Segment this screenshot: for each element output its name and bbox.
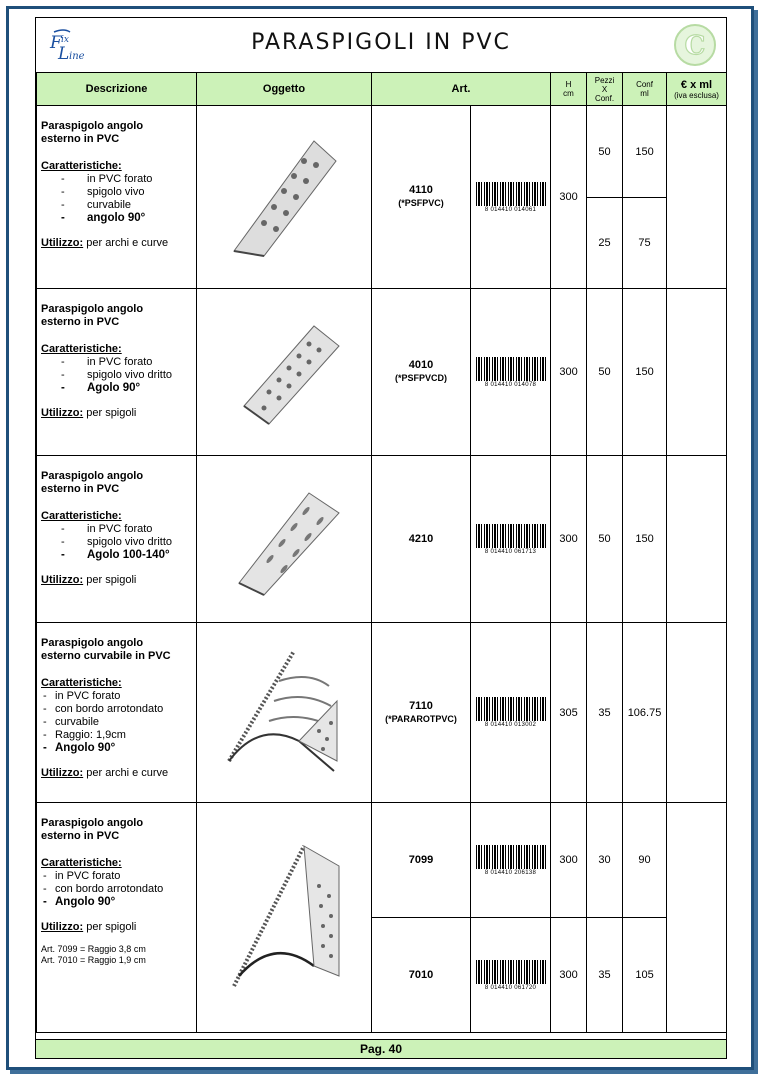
col-art: Art. (372, 73, 551, 106)
page-header (36, 18, 726, 73)
barcode-cell: 8 014410 061720 (471, 918, 551, 1033)
product-table (36, 72, 727, 1033)
price-cell (667, 623, 727, 803)
barcode-cell: 8 014410 014061 (471, 106, 551, 289)
product-image (197, 106, 372, 289)
table-header-row (37, 73, 727, 106)
page-title: PARASPIGOLI IN PVC (251, 30, 511, 55)
corner-bead-image (224, 306, 344, 436)
product-image (197, 803, 372, 1033)
col-pezzi: Pezzi X Conf. (587, 73, 623, 106)
table-row (37, 623, 727, 803)
page-frame (6, 6, 754, 1070)
corner-bead-image (224, 131, 344, 261)
barcode-cell: 8 014410 061713 (471, 456, 551, 623)
h-cell: 300 (551, 803, 587, 918)
barcode (476, 960, 546, 984)
col-price: € x ml (iva esclusa) (667, 73, 727, 106)
pezzi-cell: 50 (587, 106, 623, 198)
h-cell: 300 (551, 456, 587, 623)
art-code-cell: 4010 (*PSFPVCD) (372, 289, 471, 456)
price-cell (667, 289, 727, 456)
badge-letter: C (684, 31, 706, 61)
pezzi-cell: 35 (587, 623, 623, 803)
table-row (37, 803, 727, 918)
product-image (197, 623, 372, 803)
curved-bead-image (219, 641, 349, 781)
pezzi-cell: 30 (587, 803, 623, 918)
col-conf: Conf ml (623, 73, 667, 106)
h-cell: 305 (551, 623, 587, 803)
art-code-cell: 4110 (*PSFPVC) (372, 106, 471, 289)
product-description: Paraspigolo angolo esterno in PVC Caratteristiche: - in PVC forato - spigolo vivo dritto - Agolo 100-140° Utilizzo: per spigoli (37, 456, 197, 623)
price-cell (667, 456, 727, 623)
col-oggetto: Oggetto (197, 73, 372, 106)
h-cell: 300 (551, 918, 587, 1033)
barcode (476, 357, 546, 381)
product-description: Paraspigolo angolo esterno in PVC Caratteristiche: - in PVC forato - spigolo vivo dritto - Agolo 90° Utilizzo: per spigoli (37, 289, 197, 456)
conf-cell: 106.75 (623, 623, 667, 803)
table-row (37, 456, 727, 623)
barcode-cell: 8 014410 014078 (471, 289, 551, 456)
svg-text:L: L (58, 44, 70, 62)
price-cell (667, 106, 727, 289)
conf-cell: 105 (623, 918, 667, 1033)
pezzi-cell: 50 (587, 289, 623, 456)
page-number: Pag. 40 (36, 1039, 726, 1058)
svg-text:F: F (50, 33, 62, 53)
c-badge-icon (672, 22, 718, 68)
corner-bead-image (224, 473, 344, 603)
col-h: H cm (551, 73, 587, 106)
product-image (197, 456, 372, 623)
barcode (476, 524, 546, 548)
barcode (476, 182, 546, 206)
h-cell: 300 (551, 289, 587, 456)
conf-cell: 150 (623, 289, 667, 456)
product-description: Paraspigolo angolo esterno in PVC Caratteristiche: - in PVC forato - con bordo arrotondato - Angolo 90° Utilizzo: per spigoli Art. 7099 = Raggio 3,8 cm Art. 7010 = Raggio 1,9 cm (37, 803, 197, 1033)
conf-cell: 150 (623, 106, 667, 198)
svg-text:ix: ix (61, 35, 69, 45)
barcode-cell: 8 014410 206138 (471, 803, 551, 918)
price-cell (667, 803, 727, 1033)
conf-cell: 75 (623, 198, 667, 289)
table-row (37, 106, 727, 198)
curved-bead-image (219, 826, 349, 1006)
h-cell: 300 (551, 106, 587, 289)
barcode-cell: 8 014410 013002 (471, 623, 551, 803)
art-code-cell: 7110 (*PARAROTPVC) (372, 623, 471, 803)
product-description: Paraspigolo angolo esterno in PVC Caratteristiche: - in PVC forato - spigolo vivo - curvabile - angolo 90° Utilizzo: per archi e curve (37, 106, 197, 289)
barcode (476, 697, 546, 721)
pezzi-cell: 50 (587, 456, 623, 623)
art-code-cell: 7010 (372, 918, 471, 1033)
pezzi-cell: 35 (587, 918, 623, 1033)
svg-text:ine: ine (69, 51, 85, 62)
conf-cell: 150 (623, 456, 667, 623)
product-description: Paraspigolo angolo esterno curvabile in PVC Caratteristiche: - in PVC forato - con bordo arrotondato - curvabile - Raggio: 1,9cm - Angolo 90° Utilizzo: per archi e curve (37, 623, 197, 803)
art-code-cell: 7099 (372, 803, 471, 918)
conf-cell: 90 (623, 803, 667, 918)
art-code-cell: 4210 (372, 456, 471, 623)
barcode (476, 845, 546, 869)
table-row (37, 289, 727, 456)
pezzi-cell: 25 (587, 198, 623, 289)
product-image (197, 289, 372, 456)
catalog-sheet (35, 17, 727, 1059)
col-descrizione: Descrizione (37, 73, 197, 106)
